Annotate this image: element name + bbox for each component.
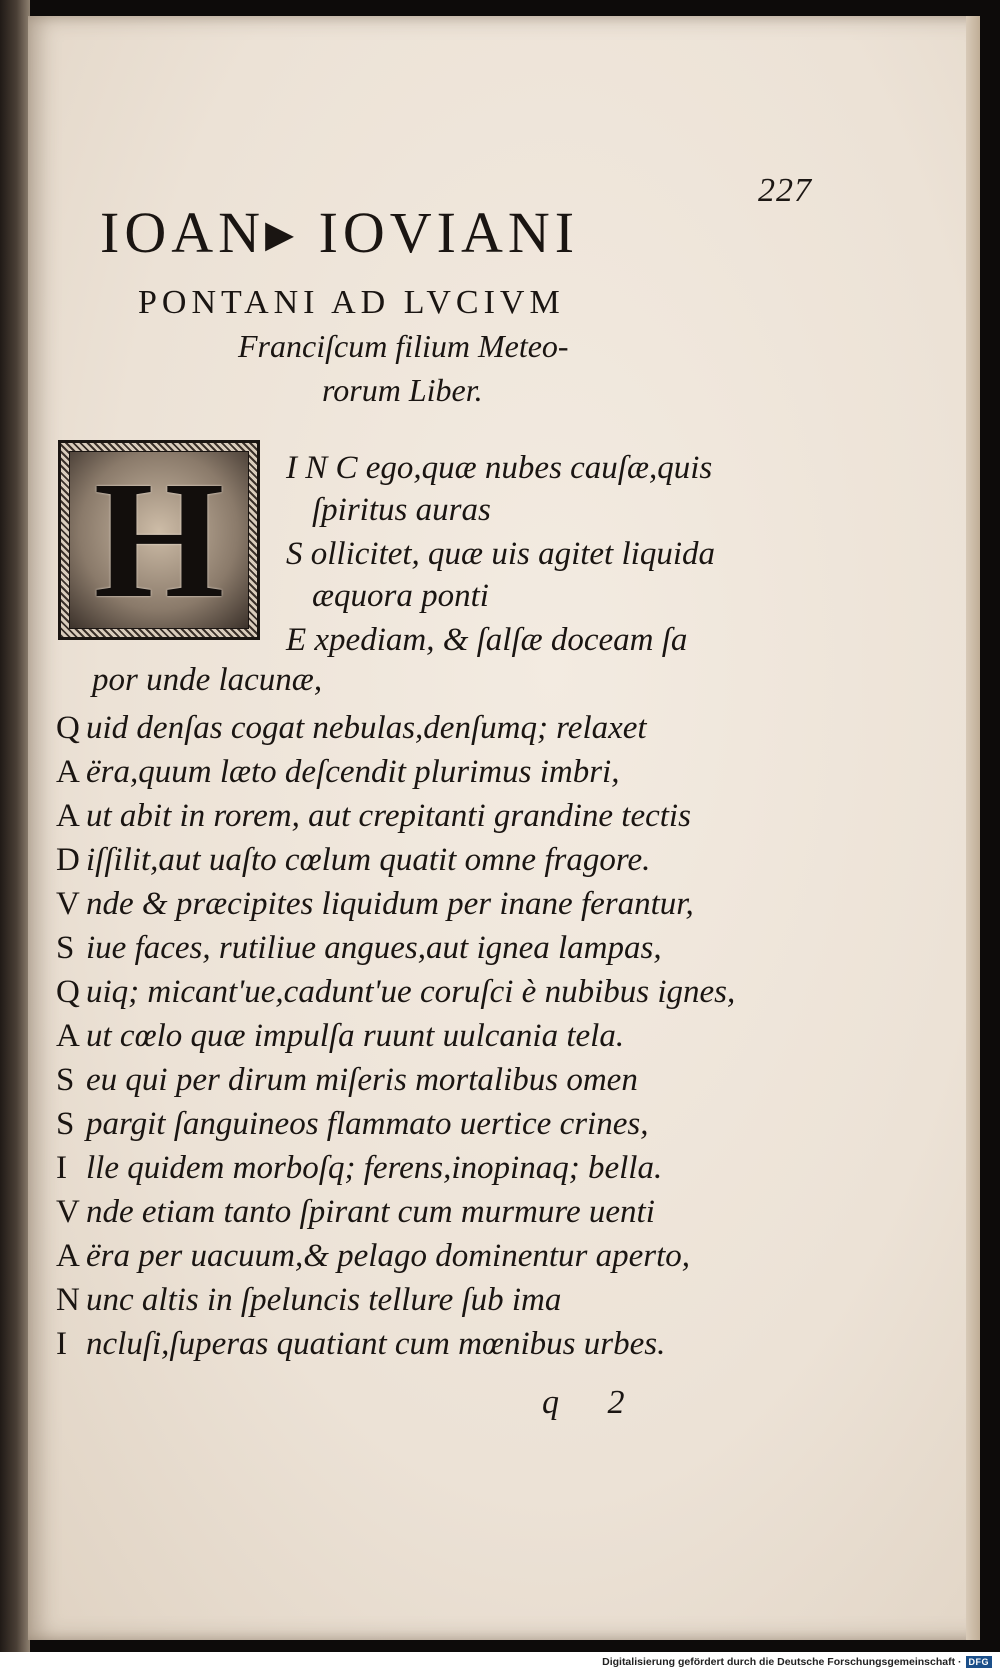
verse-text: ëra,quum læto deſcendit plurimus imbri,	[86, 754, 620, 790]
dfg-logo: DFG	[966, 1656, 993, 1668]
verse-line	[56, 932, 662, 965]
signature-mark: q 2	[542, 1384, 645, 1421]
verse-line	[56, 888, 694, 921]
verse-text: iſſilit,aut uaſto cœlum quatit omne fragore.	[86, 842, 651, 878]
verse-text: unc altis in ſpeluncis tellure ſub ima	[86, 1282, 562, 1318]
verse-text: nde & præcipites liquidum per inane ferantur,	[86, 886, 694, 922]
verse-text: nde etiam tanto ſpirant cum murmure uenti	[86, 1194, 655, 1230]
verse-text: uid denſas cogat nebulas,denſumq; relaxet	[86, 710, 647, 746]
verse-capital: V	[56, 886, 80, 922]
title-line-2: PONTANI AD LVCIVM	[138, 284, 565, 321]
verse-text: æquora ponti	[312, 578, 489, 614]
verse-line	[286, 538, 715, 571]
verse-capital: S	[56, 1062, 75, 1098]
verse-capital: I	[56, 1326, 67, 1362]
verse-line	[286, 452, 712, 485]
verse-line	[56, 1196, 655, 1229]
verse-capital: A	[56, 754, 80, 790]
verse-line	[56, 1284, 561, 1317]
verse-capital: D	[56, 842, 80, 878]
verse-capital: S	[56, 930, 75, 966]
verse-text: iue faces, rutiliue angues,aut ignea lampas,	[86, 930, 662, 966]
verse-line	[312, 580, 489, 613]
folio-number: 227	[758, 172, 812, 209]
verse-capital: Q	[56, 710, 80, 746]
verse-capital: A	[56, 1238, 80, 1274]
verse-capital: A	[56, 798, 80, 834]
title-line-1: IOAN▸ IOVIANI	[100, 200, 580, 265]
page-edge	[966, 16, 980, 1640]
verse-text: lle quidem morboſq; ferens,inopinaq; bella.	[86, 1150, 663, 1186]
verse-text: ut abit in rorem, aut crepitanti grandine tectis	[86, 798, 691, 834]
verse-text: ëra per uacuum,& pelago dominentur aperto,	[86, 1238, 691, 1274]
verse-text: ut cœlo quæ impulſa ruunt uulcania tela.	[86, 1018, 625, 1054]
verse-text: por unde lacunæ,	[92, 662, 323, 698]
verse-capital: Q	[56, 974, 80, 1010]
verse-text: ſpiritus auras	[312, 492, 491, 528]
verse-line	[92, 664, 322, 697]
verse-line	[56, 1240, 690, 1273]
verse-line	[56, 800, 691, 833]
verse-text: pargit ſanguineos flammato uertice crines,	[86, 1106, 649, 1142]
title-line-3: Franciſcum filium Meteo-	[238, 328, 569, 364]
verse-capital: I	[56, 1150, 67, 1186]
book-spine-shadow	[0, 0, 30, 1676]
initial-letter: H	[93, 447, 225, 633]
verse-capital: A	[56, 1018, 80, 1054]
verse-line	[56, 1108, 648, 1141]
verse-line	[56, 976, 735, 1009]
verse-line	[56, 1152, 662, 1185]
verse-text: I N C ego,quæ nubes cauſæ,quis	[286, 450, 713, 486]
verse-line	[56, 1064, 638, 1097]
verse-line	[286, 624, 687, 657]
verse-text: uiq; micant'ue,cadunt'ue coruſci è nubibus ignes,	[86, 974, 736, 1010]
verse-text: eu qui per dirum miſeris mortalibus omen	[86, 1062, 638, 1098]
verse-line	[56, 756, 619, 789]
verse-text: E xpediam, & ſalſæ doceam ſa	[286, 622, 688, 658]
verse-capital: N	[56, 1282, 80, 1318]
verse-capital: V	[56, 1194, 80, 1230]
credit-text: Digitalisierung gefördert durch die Deutsche Forschungsgemeinschaft ·	[602, 1656, 962, 1668]
initial-ornament	[69, 447, 249, 633]
title-line-4: rorum Liber.	[322, 372, 483, 408]
digitization-credit	[602, 1656, 992, 1668]
verse-line	[56, 1020, 624, 1053]
verse-line	[56, 1328, 665, 1361]
verse-text: ncluſi,ſuperas quatiant cum mœnibus urbes.	[86, 1326, 666, 1362]
verse-line	[56, 844, 650, 877]
verse-line	[56, 712, 647, 745]
verse-text: S ollicitet, quæ uis agitet liquida	[286, 536, 715, 572]
verse-capital: S	[56, 1106, 75, 1142]
decorated-initial	[58, 440, 260, 640]
verse-line	[312, 494, 491, 527]
